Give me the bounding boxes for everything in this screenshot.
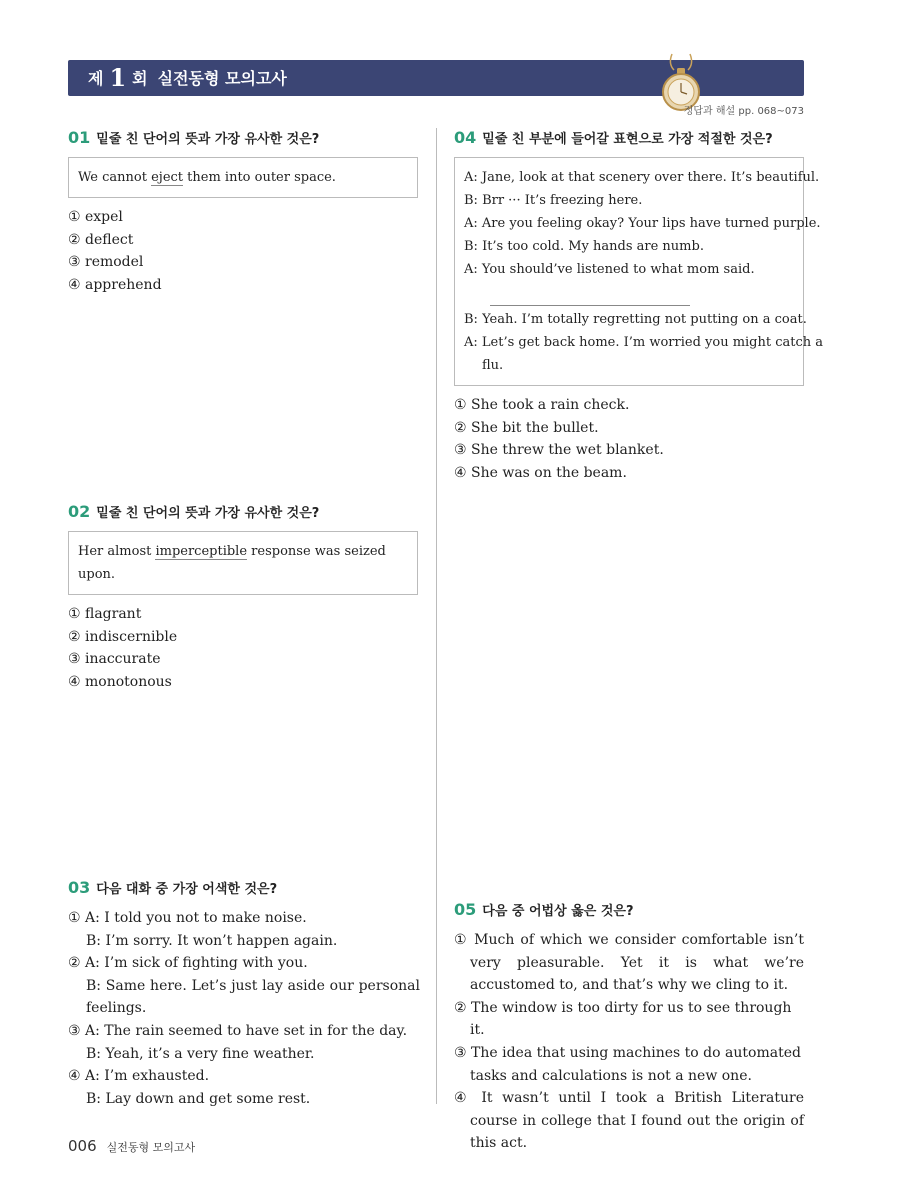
question-05 xyxy=(454,900,804,1155)
dialogue-line: A: Are you feeling okay? Your lips have turned purple. xyxy=(464,216,821,231)
question-heading xyxy=(68,128,418,147)
column-divider xyxy=(436,128,437,1104)
option-3[interactable]: ③ inaccurate xyxy=(68,651,161,668)
option-3[interactable]: ③ The idea that using machines to do automated tasks and calculations is not a new one. xyxy=(454,1044,801,1084)
option-1[interactable]: ① Much of which we consider comfortable isn’t very pleasurable. Yet it is what we’re accustomed to, and that’s why we cling to it. xyxy=(454,932,804,994)
question-number: 05 xyxy=(454,900,477,919)
option-2[interactable]: ② The window is too dirty for us to see through it. xyxy=(454,999,792,1039)
question-number: 02 xyxy=(68,502,91,521)
answer-blank xyxy=(490,297,690,306)
option-line-b: B: Lay down and get some rest. xyxy=(86,1090,311,1107)
question-heading xyxy=(454,128,804,147)
underlined-word: imperceptible xyxy=(155,544,248,559)
question-number: 04 xyxy=(454,128,477,147)
option-2[interactable]: ② She bit the bullet. xyxy=(454,419,599,436)
option-line-a: ④ A: I’m exhausted. xyxy=(68,1068,210,1085)
option-line-b: B: I’m sorry. It won’t happen again. xyxy=(86,932,338,949)
page-number: 006 xyxy=(68,1137,97,1155)
page-title xyxy=(88,60,287,96)
dialogue-line: B: Brr ··· It’s freezing here. xyxy=(464,193,643,208)
dialogue-box xyxy=(454,157,824,386)
title-suffix: 회 xyxy=(132,69,148,88)
sentence-box xyxy=(68,531,418,595)
question-heading xyxy=(454,900,804,919)
title-number: 1 xyxy=(109,63,127,92)
option-1[interactable]: ① expel xyxy=(68,209,123,225)
option-2[interactable]: ② deflect xyxy=(68,231,134,248)
question-title: 다음 중 어법상 옳은 것은? xyxy=(482,904,634,919)
option-line-a: ③ A: The rain seemed to have set in for the day. xyxy=(68,1022,408,1039)
option-1[interactable]: ① She took a rain check. xyxy=(454,397,630,413)
option-4[interactable]: ④ monotonous xyxy=(68,673,172,690)
sentence-text: Her almost xyxy=(78,544,156,559)
sentence-text: them into outer space. xyxy=(183,170,336,185)
dialogue-line: B: Yeah. I’m totally regretting not putting on a coat. xyxy=(464,312,807,327)
underlined-word: eject xyxy=(151,170,184,185)
question-heading xyxy=(68,502,418,521)
question-number: 01 xyxy=(68,128,91,147)
sentence-box xyxy=(68,157,418,198)
title-prefix: 제 xyxy=(88,69,104,88)
dialogue-line: flu. xyxy=(482,358,504,373)
dialogue-line: B: It’s too cold. My hands are numb. xyxy=(464,239,704,254)
option-3[interactable]: ③ She threw the wet blanket. xyxy=(454,442,664,459)
page-footer xyxy=(68,1136,195,1155)
footer-label: 실전동형 모의고사 xyxy=(106,1141,196,1154)
option-2[interactable]: ② indiscernible xyxy=(68,628,178,645)
option-line-a: ① A: I told you not to make noise. xyxy=(68,910,307,926)
question-01 xyxy=(68,128,418,296)
answer-reference: 정답과 해설 pp. 068~073 xyxy=(683,106,804,117)
question-title: 밑줄 친 부분에 들어갈 표현으로 가장 적절한 것은? xyxy=(482,132,773,147)
option-4[interactable]: ④ It wasn’t until I took a British Literature course in college that I found out the origin of this act. xyxy=(454,1090,804,1152)
option-line-b: B: Yeah, it’s a very fine weather. xyxy=(86,1045,315,1062)
dialogue-line: A: You should’ve listened to what mom said. xyxy=(464,262,755,277)
question-title: 다음 대화 중 가장 어색한 것은? xyxy=(96,882,278,897)
option-1[interactable] xyxy=(68,907,420,952)
dialogue-line: A: Jane, look at that scenery over there. It’s beautiful. xyxy=(464,170,820,185)
title-subtitle: 실전동형 모의고사 xyxy=(157,69,287,88)
question-02 xyxy=(68,502,418,693)
dialogue-line: A: Let’s get back home. I’m worried you might catch a xyxy=(464,335,824,350)
option-line-a: ② A: I’m sick of fighting with you. xyxy=(68,955,308,972)
option-4[interactable]: ④ She was on the beam. xyxy=(454,464,627,481)
question-heading xyxy=(68,878,420,897)
question-title: 밑줄 친 단어의 뜻과 가장 유사한 것은? xyxy=(96,506,320,521)
question-title: 밑줄 친 단어의 뜻과 가장 유사한 것은? xyxy=(96,132,320,147)
option-3[interactable] xyxy=(68,1020,420,1065)
sentence-text: We cannot xyxy=(78,170,152,185)
option-1[interactable]: ① flagrant xyxy=(68,606,142,622)
sentence-text: response was seized upon. xyxy=(78,544,386,582)
question-04 xyxy=(454,128,824,484)
option-2[interactable] xyxy=(68,952,420,1020)
option-line-b: B: Same here. Let’s just lay aside our personal feelings. xyxy=(86,977,420,1017)
option-4[interactable]: ④ apprehend xyxy=(68,276,162,293)
question-number: 03 xyxy=(68,878,91,897)
option-4[interactable] xyxy=(68,1065,420,1110)
option-3[interactable]: ③ remodel xyxy=(68,254,144,271)
question-03 xyxy=(68,878,420,1110)
